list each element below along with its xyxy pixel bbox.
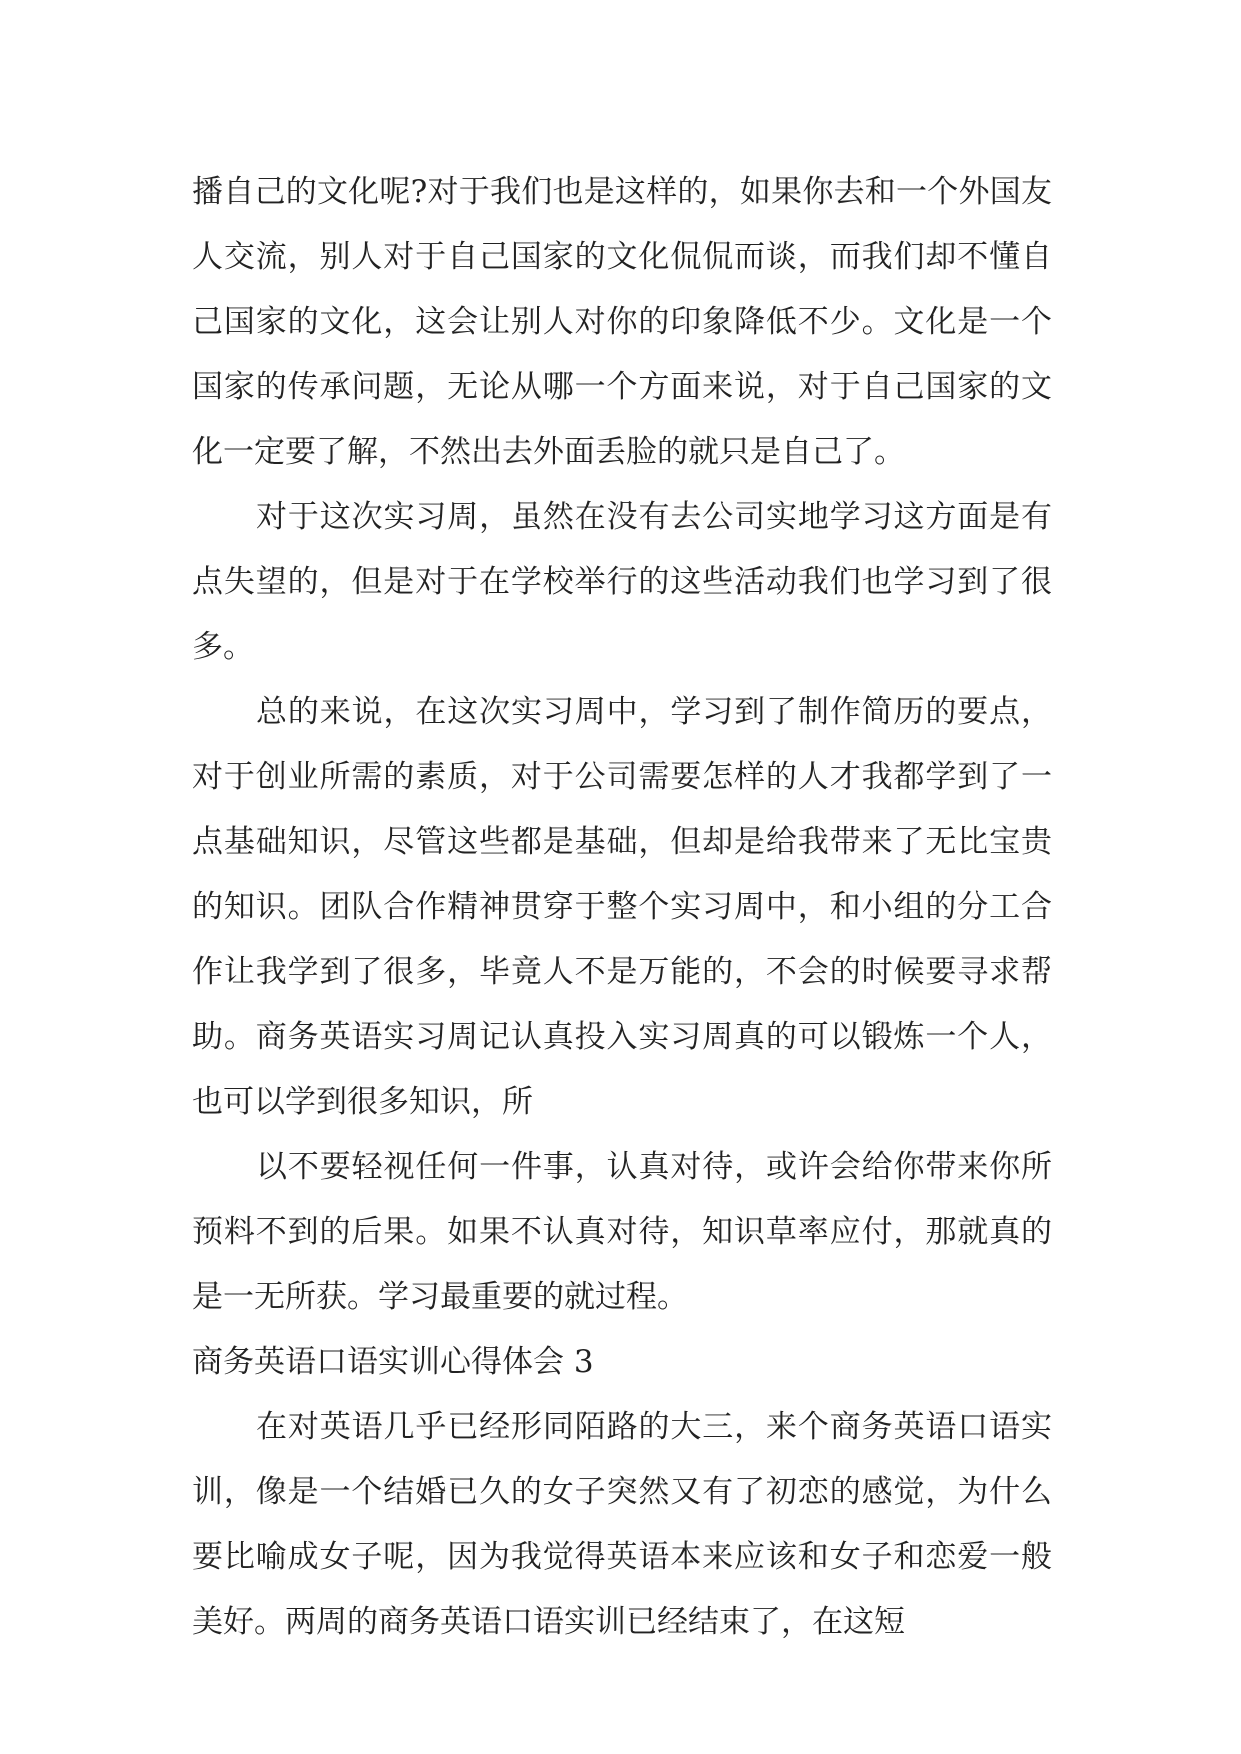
document-body — [192, 160, 1052, 1655]
paragraph-conclusion: 以不要轻视任何一件事，认真对待，或许会给你带来你所预料不到的后果。如果不认真对待，知识草率应付，那就真的是一无所获。学习最重要的就过程。 — [192, 1149, 1052, 1315]
paragraph-oral-training: 在对英语几乎已经形同陌路的大三，来个商务英语口语实训，像是一个结婚已久的女子突然又有了初恋的感觉，为什么要比喻成女子呢，因为我觉得英语本来应该和女子和恋爱一般美好。两周的商务英语口语实训已经结束了，在这短 — [192, 1409, 1052, 1640]
section-heading: 商务英语口语实训心得体会 3 — [192, 1344, 594, 1380]
paragraph-summary: 总的来说，在这次实习周中，学习到了制作简历的要点，对于创业所需的素质，对于公司需要怎样的人才我都学到了一点基础知识，尽管这些都是基础，但却是给我带来了无比宝贵的知识。团队合作精神贯穿于整个实习周中，和小组的分工合作让我学到了很多，毕竟人不是万能的，不会的时候要寻求帮助。商务英语实习周记认真投入实习周真的可以锻炼一个人，也可以学到很多知识，所 — [192, 694, 1052, 1120]
paragraph-continuation: 播自己的文化呢?对于我们也是这样的，如果你去和一个外国友人交流，别人对于自己国家的文化侃侃而谈，而我们却不懂自己国家的文化，这会让别人对你的印象降低不少。文化是一个国家的传承问题，无论从哪一个方面来说，对于自己国家的文化一定要了解，不然出去外面丢脸的就只是自己了。 — [192, 174, 1052, 470]
paragraph-internship-week: 对于这次实习周，虽然在没有去公司实地学习这方面是有点失望的，但是对于在学校举行的这些活动我们也学习到了很多。 — [192, 499, 1052, 665]
